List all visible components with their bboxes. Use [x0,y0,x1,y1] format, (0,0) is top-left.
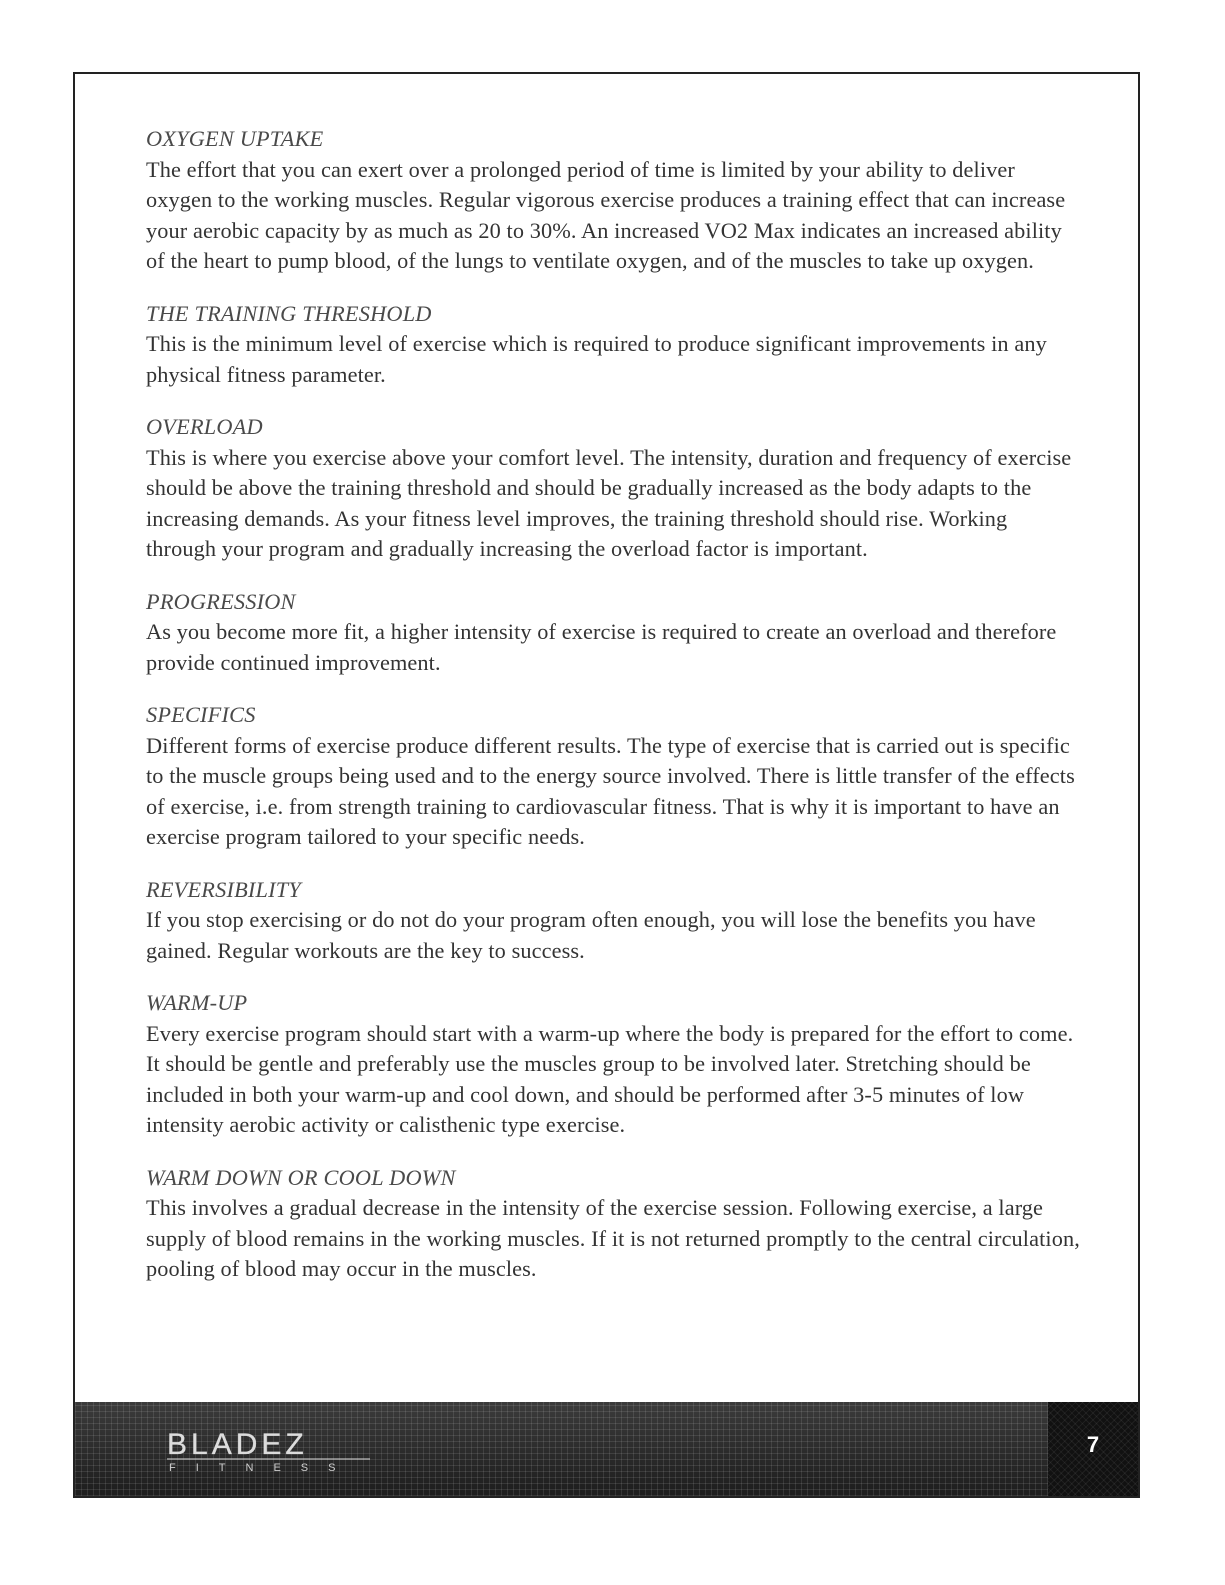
section-body: This involves a gradual decrease in the intensity of the exercise session. Following exercise, a large supply of blood remains in the working muscles. If it is not returned promptly to the central circulation, pooling of blood may occur in the muscles. [146,1195,1080,1281]
document-content [146,124,1081,1307]
page-frame [73,72,1140,1498]
section-heading: WARM DOWN OR COOL DOWN [146,1164,456,1190]
section-body: This is the minimum level of exercise which is required to produce significant improvements in any physical fitness parameter. [146,331,1047,387]
svg-text:FITNESS: FITNESS [169,1462,356,1474]
page-number: 7 [1086,1432,1100,1457]
section-body: As you become more fit, a higher intensity of exercise is required to create an overload and therefore provide continued improvement. [146,619,1057,675]
section-reversibility [146,875,1081,967]
section-body: Different forms of exercise produce different results. The type of exercise that is carried out is specific to the muscle groups being used and to the energy source involved. There is little transfer of the effects of exercise, i.e. from strength training to cardiovascular fitness. That is why it is important to have an exercise program tailored to your specific needs. [146,732,1075,849]
section-body: This is where you exercise above your comfort level. The intensity, duration and frequency of exercise should be above the training threshold and should be gradually increased as the body adapts to the increasing demands. As your fitness level improves, the training threshold should rise. Working through your program and gradually increasing the overload factor is important. [146,444,1072,561]
section-heading: THE TRAINING THRESHOLD [146,300,432,326]
section-heading: OVERLOAD [146,414,263,439]
page-number-box [1048,1402,1138,1496]
section-body: The effort that you can exert over a prolonged period of time is limited by your ability to deliver oxygen to the working muscles. Regular vigorous exercise produces a training effect that can increase your aerobic capacity by as much as 20 to 30%. An increased VO2 Max indicates an increased ability of the heart to pump blood, of the lungs to ventilate oxygen, and of the muscles to take up oxygen. [146,156,1066,273]
section-body: If you stop exercising or do not do your program often enough, you will lose the benefits you have gained. Regular workouts are the key to success. [146,907,1036,963]
footer-bar [75,1402,1138,1496]
section-heading: OXYGEN UPTAKE [146,126,324,151]
section-overload [146,412,1081,565]
section-heading: SPECIFICS [146,702,256,727]
svg-text:BLADEZ: BLADEZ [167,1428,308,1461]
section-heading: REVERSIBILITY [146,876,301,902]
section-specifics [146,700,1081,853]
section-cool-down [146,1163,1081,1285]
section-body: Every exercise program should start with a warm-up where the body is prepared for the effort to come. It should be gentle and preferably use the muscles group to be involved later. Stretching should be included in both your warm-up and cool down, and should be performed after 3-5 minutes of low intensity aerobic activity or calisthenic type exercise. [146,1020,1074,1137]
section-heading: PROGRESSION [146,588,296,614]
section-heading: WARM-UP [146,990,248,1015]
section-progression [146,587,1081,679]
section-training-threshold [146,299,1081,391]
brand-logo [165,1428,395,1474]
section-oxygen-uptake [146,124,1081,277]
section-warm-up [146,988,1081,1141]
bladez-logo-icon [165,1428,395,1474]
